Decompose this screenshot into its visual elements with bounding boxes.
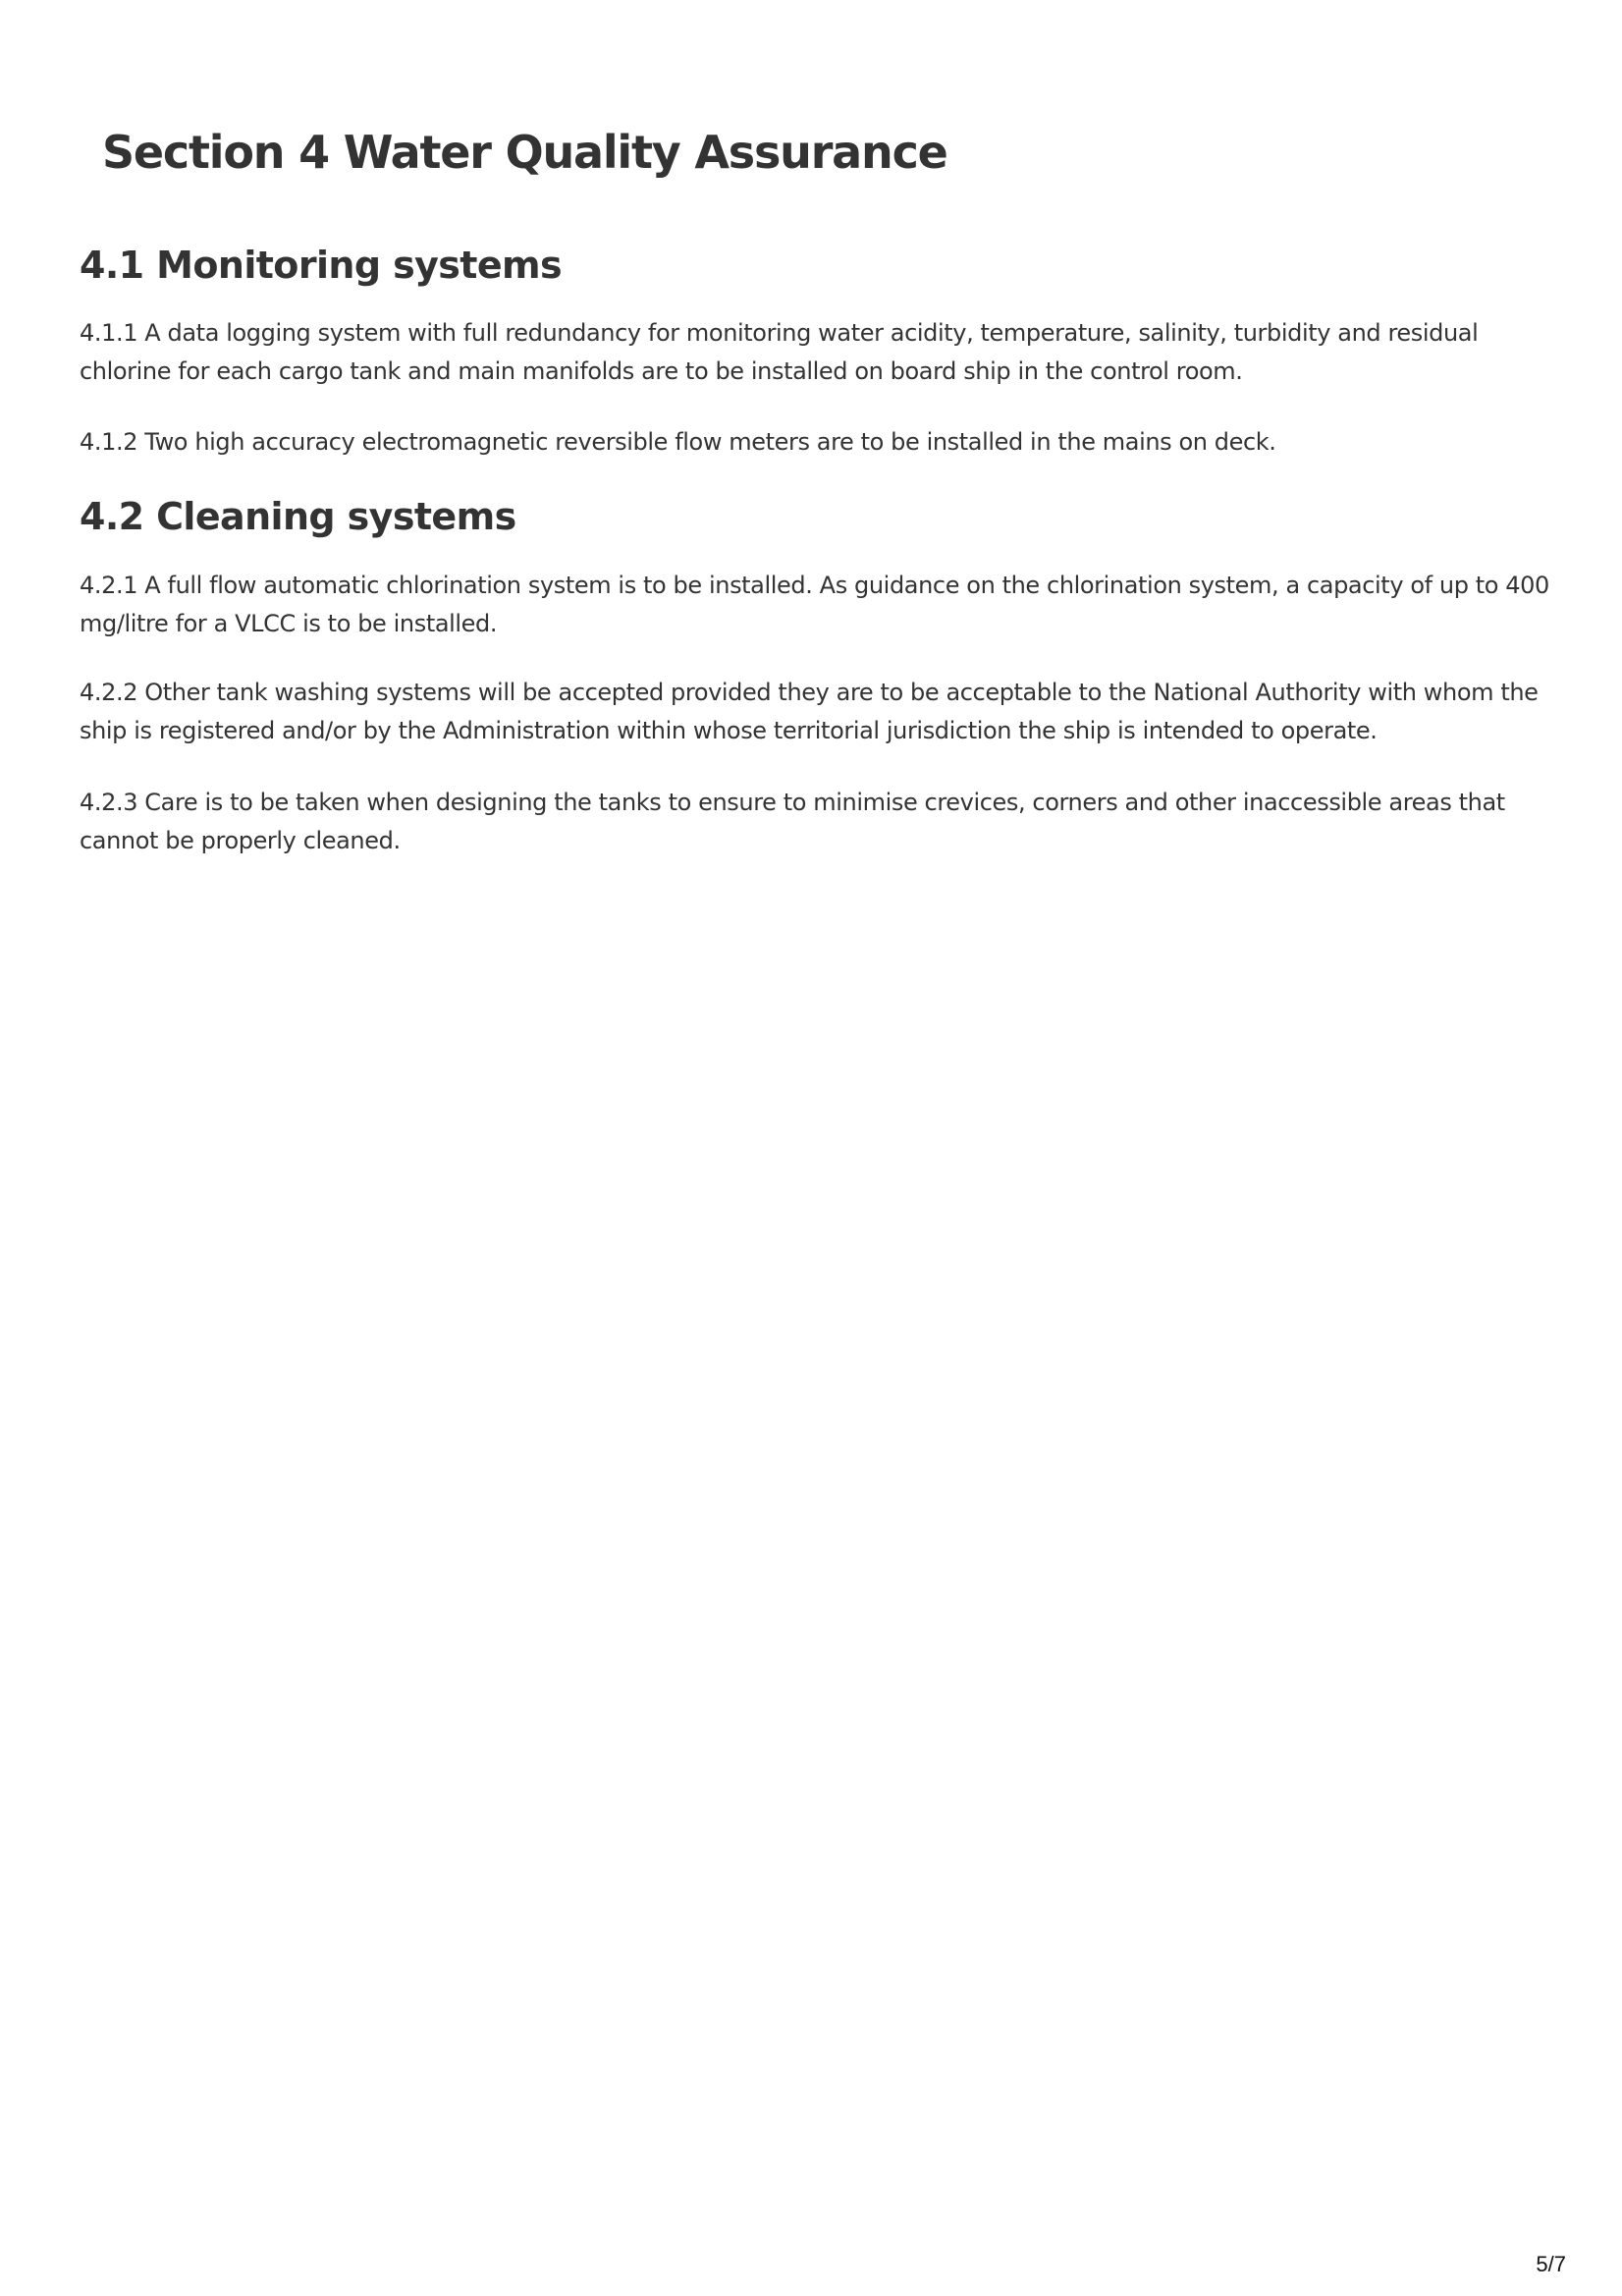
page-number: 5/7: [1536, 2252, 1566, 2276]
heading-monitoring-systems: 4.1 Monitoring systems: [80, 244, 563, 287]
heading-cleaning-systems: 4.2 Cleaning systems: [80, 495, 516, 538]
paragraph-4-2-3: 4.2.3 Care is to be taken when designing the tanks to ensure to minimise crevices, corners and other inaccessible areas that cannot be properly cleaned.: [80, 789, 1505, 854]
section-title: Section 4 Water Quality Assurance: [102, 126, 947, 179]
paragraph-4-2-1: 4.2.1 A full flow automatic chlorination system is to be installed. As guidance on the chlorination system, a capacity of up to 400 mg/litre for a VLCC is to be installed.: [80, 572, 1549, 637]
paragraph-4-2-2: 4.2.2 Other tank washing systems will be accepted provided they are to be acceptable to the National Authority with whom the ship is registered and/or by the Administration within whose territorial jurisdiction the ship is intended to operate.: [80, 679, 1539, 744]
paragraph-4-1-2: 4.1.2 Two high accuracy electromagnetic reversible flow meters are to be installed in the mains on deck.: [80, 428, 1276, 456]
paragraph-4-1-1: 4.1.1 A data logging system with full redundancy for monitoring water acidity, temperature, salinity, turbidity and residual chlorine for each cargo tank and main manifolds are to be installed on board ship in the control room.: [80, 319, 1479, 385]
